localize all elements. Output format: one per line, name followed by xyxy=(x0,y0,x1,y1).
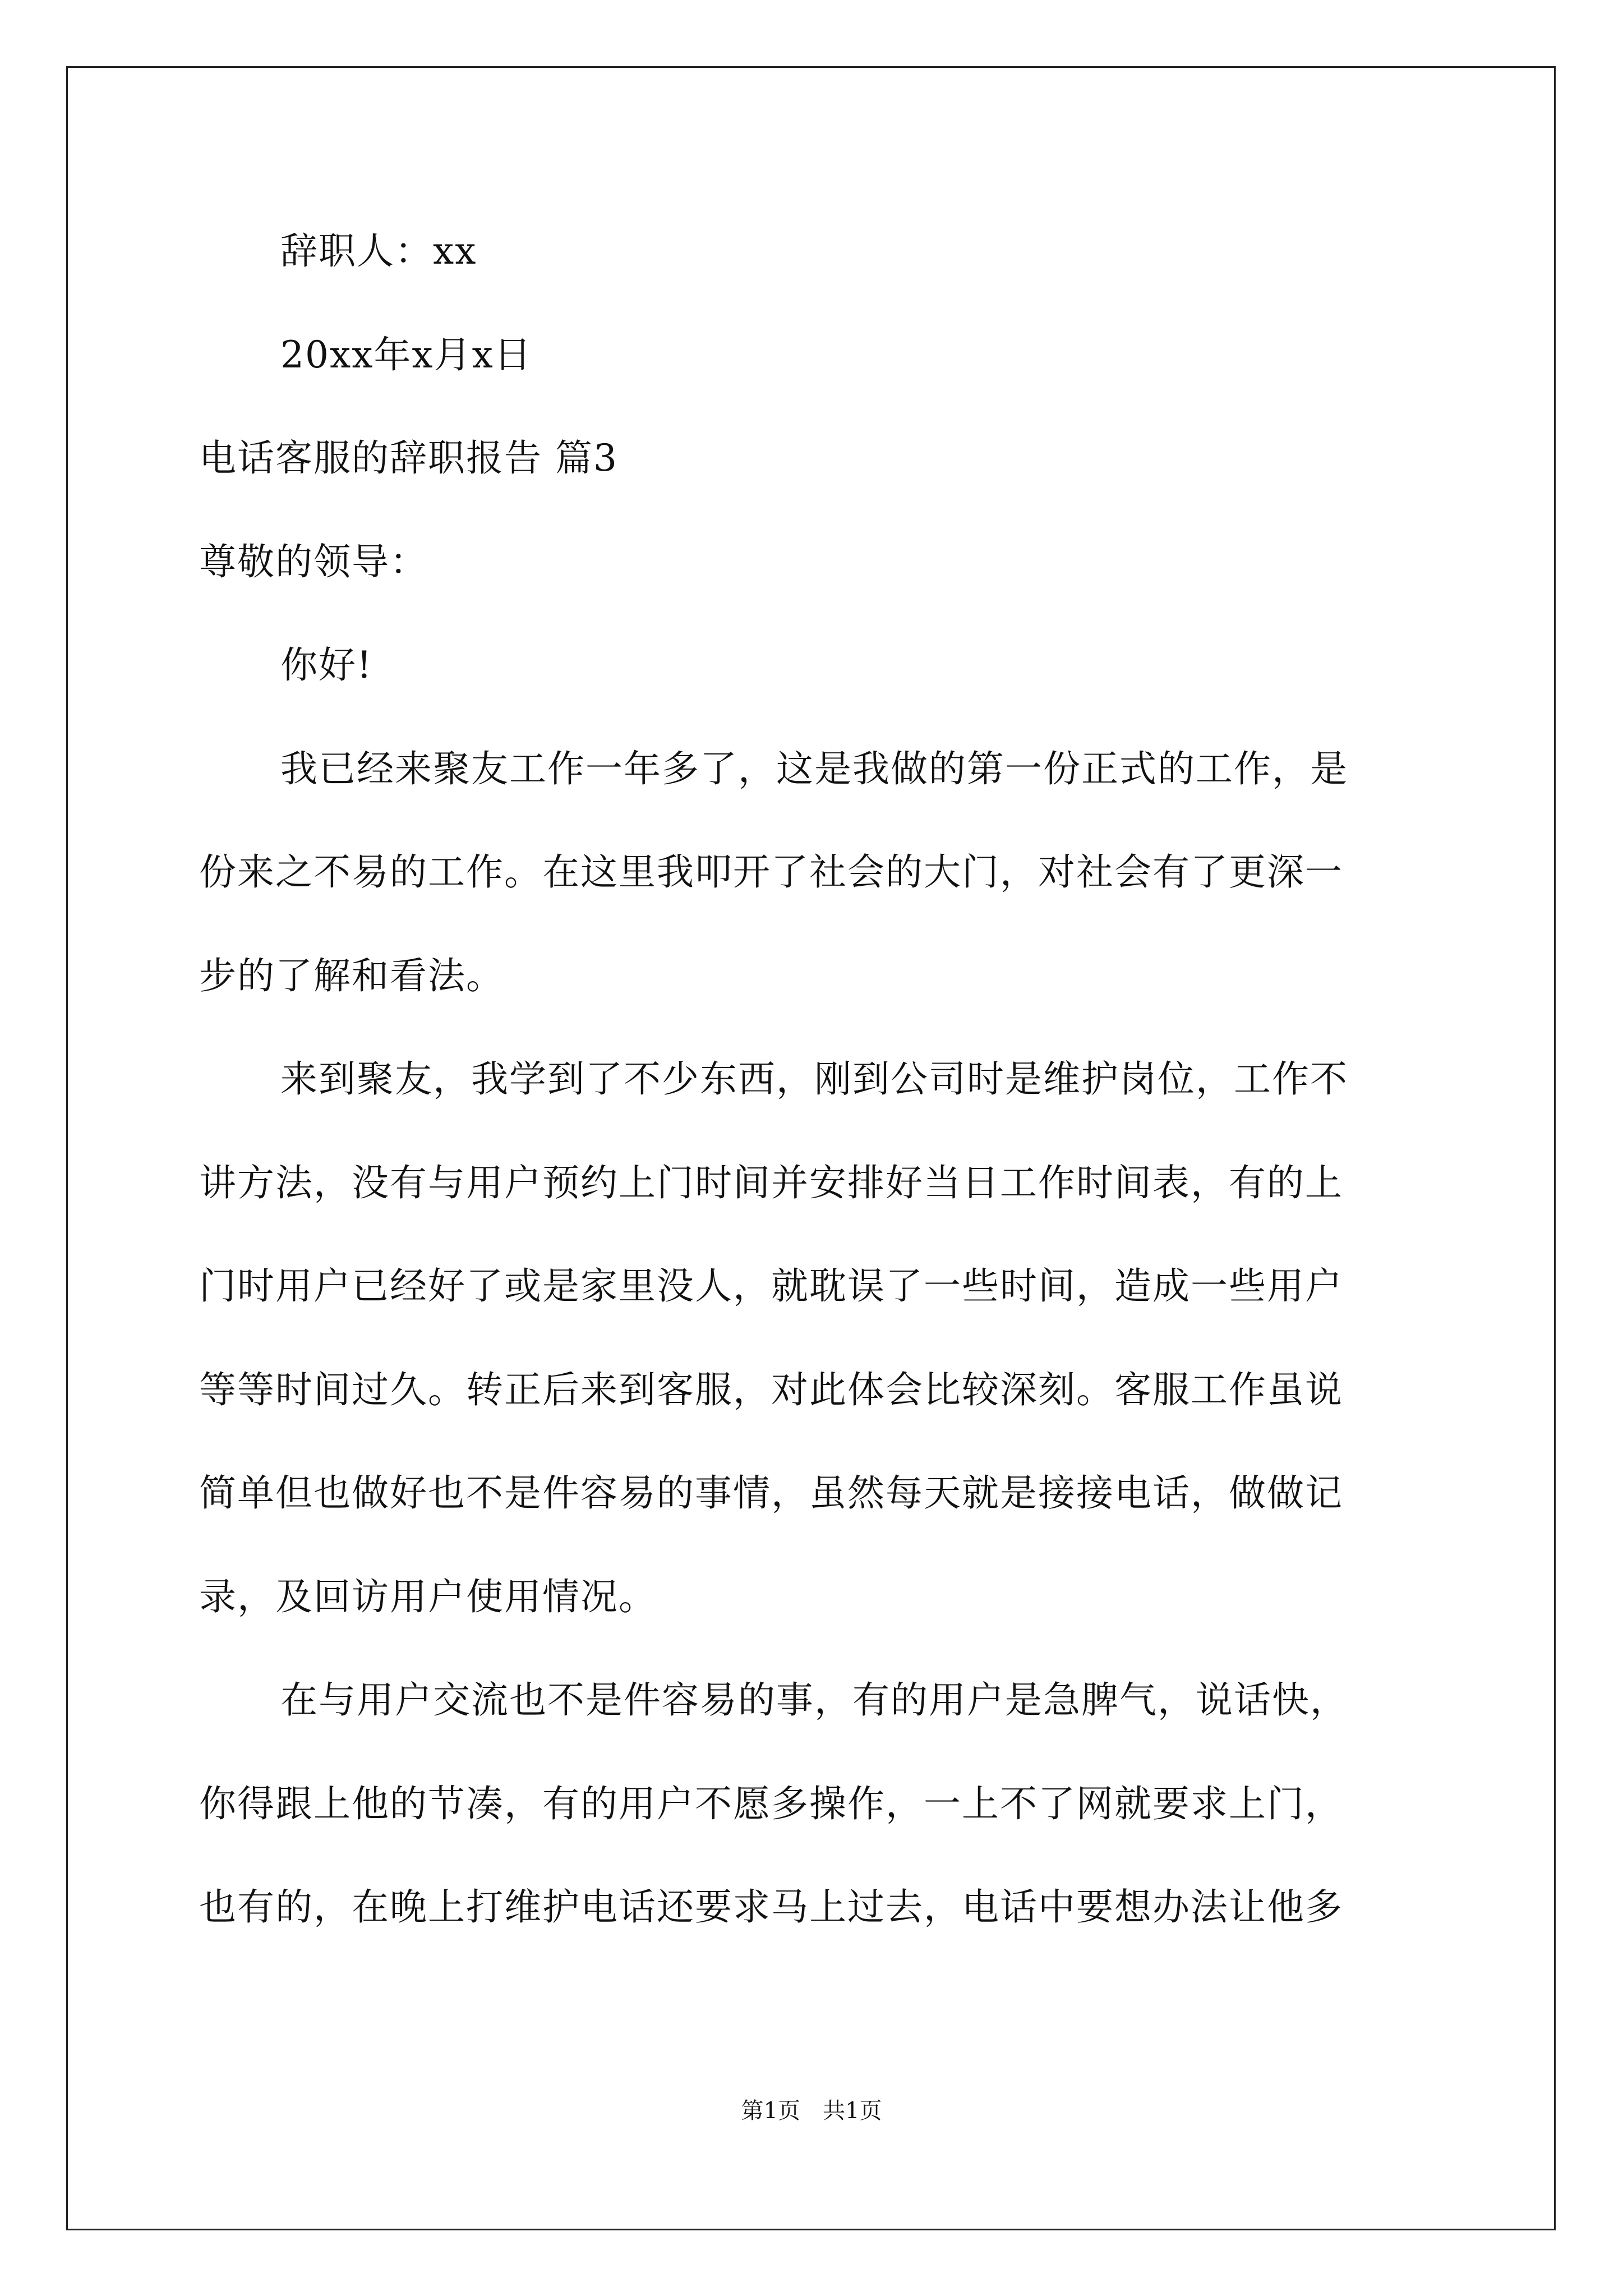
paragraph-line: 录，及回访用户使用情况。 xyxy=(199,1575,657,1618)
paragraph-line: 来到聚友，我学到了不少东西，刚到公司时是维护岗位，工作不 xyxy=(280,1057,1348,1101)
page-footer: 第1页 共1页 xyxy=(741,2098,882,2124)
greeting: 你好! xyxy=(280,643,373,687)
paragraph-line: 我已经来聚友工作一年多了，这是我做的第一份正式的工作，是 xyxy=(280,747,1348,790)
section-heading: 电话客服的辞职报告 篇3 xyxy=(199,436,618,480)
paragraph-line: 门时用户已经好了或是家里没人，就耽误了一些时间，造成一些用户 xyxy=(199,1264,1343,1308)
paragraph-line: 等等时间过久。转正后来到客服，对此体会比较深刻。客服工作虽说 xyxy=(199,1368,1343,1411)
paragraph-line: 份来之不易的工作。在这里我叩开了社会的大门，对社会有了更深一 xyxy=(199,850,1343,894)
paragraph-line: 在与用户交流也不是件容易的事，有的用户是急脾气，说话快， xyxy=(280,1678,1348,1722)
date-line: 20xx年x月x日 xyxy=(280,333,532,376)
signature-line: 辞职人：xx xyxy=(280,229,477,273)
paragraph-line: 讲方法，没有与用户预约上门时间并安排好当日工作时间表，有的上 xyxy=(199,1161,1343,1204)
salutation: 尊敬的领导： xyxy=(199,540,428,583)
paragraph-line: 步的了解和看法。 xyxy=(199,954,504,997)
paragraph-line: 简单但也做好也不是件容易的事情，虽然每天就是接接电话，做做记 xyxy=(199,1471,1343,1515)
paragraph-line: 你得跟上他的节凑，有的用户不愿多操作，一上不了网就要求上门， xyxy=(199,1782,1343,1825)
paragraph-line: 也有的，在晚上打维护电话还要求马上过去，电话中要想办法让他多 xyxy=(199,1885,1343,1929)
